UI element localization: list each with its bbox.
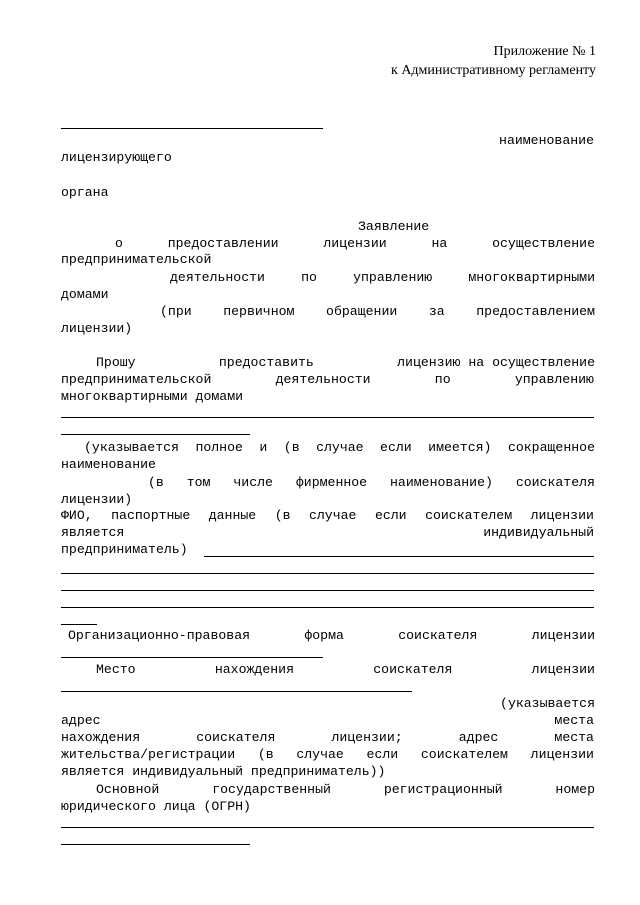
authority-name-line (61, 128, 323, 129)
fill-line (61, 844, 250, 845)
applicant-line-3: (в том числе фирменное наименование) соискателя (148, 475, 595, 490)
fill-line (61, 590, 594, 591)
regulation-reference: к Административному регламенту (391, 63, 596, 78)
fill-line (61, 417, 594, 418)
applicant-line-5: ФИО, паспортные данные (в случае если соискателем лицензии (61, 508, 594, 523)
fill-line (204, 556, 594, 557)
fill-line (61, 657, 323, 658)
title-line-6: лицензии) (61, 321, 133, 336)
title-line-5: (при первичном обращении за предоставлением (160, 304, 595, 319)
fill-line (61, 607, 594, 608)
authority-organ-label: органа (61, 185, 109, 200)
applicant-line-1: (указывается полное и (в случае если имеется) сокращенное (84, 440, 595, 455)
request-line-1: Прошу предоставить лицензию на осуществление (96, 355, 595, 370)
request-line-3: многоквартирными домами (61, 389, 244, 404)
address-line-1: (указывается (500, 696, 595, 711)
applicant-line-4: лицензии) (61, 492, 133, 507)
document-heading: Заявление (358, 219, 430, 234)
appendix-title: Приложение № 1 (493, 44, 596, 59)
title-line-3: деятельности по управлению многоквартирными (170, 270, 595, 285)
title-line-1: о предоставлении лицензии на осуществление (115, 236, 595, 251)
applicant-line-6: является индивидуальный (61, 525, 594, 540)
fill-line (61, 827, 594, 828)
fill-line (61, 691, 412, 692)
ogrn-line-2: юридического лица (ОГРН) (61, 799, 251, 814)
address-line-5: является индивидуальный предприниматель)) (61, 764, 386, 779)
request-line-2: предпринимательской деятельности по управлению (61, 372, 594, 387)
address-line-3: нахождения соискателя лицензии; адрес места (61, 730, 594, 745)
applicant-line-2: наименование (61, 457, 156, 472)
fill-line (61, 573, 594, 574)
title-line-4: домами (61, 287, 109, 302)
address-line-4: жительства/регистрации (в случае если соискателем лицензии (61, 747, 594, 762)
title-line-2: предпринимательской (61, 252, 212, 267)
authority-name-label: наименование (499, 133, 594, 148)
address-line-2: адрес места (61, 713, 594, 728)
org-form-line: Организационно-правовая форма соискателя лицензии (68, 628, 595, 643)
ogrn-line-1: Основной государственный регистрационный номер (96, 782, 595, 797)
location-line: Место нахождения соискателя лицензии (96, 662, 595, 677)
authority-licensing-label: лицензирующего (61, 150, 172, 165)
applicant-line-7: предприниматель) (61, 542, 188, 557)
fill-line (61, 434, 250, 435)
fill-line (61, 624, 97, 625)
